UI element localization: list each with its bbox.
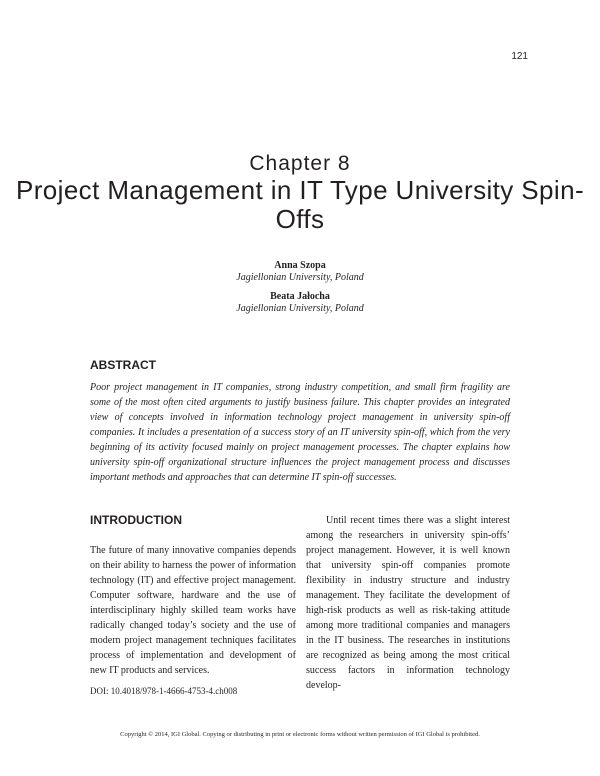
- introduction-heading: INTRODUCTION: [90, 513, 182, 527]
- author-name: Anna Szopa: [274, 260, 326, 271]
- chapter-title: [0, 176, 600, 234]
- doi-line: DOI: 10.4018/978-1-4666-4753-4.ch008: [90, 686, 238, 696]
- chapter-title-text: Project Management in IT Type University Spin-Offs: [15, 175, 585, 234]
- introduction-column-2: Until recent times there was a slight interest among the researchers in university spin-offs’ project management. However, it is well known that university spin-off companies promote flexibility in industry structure and industry management. They facilitate the development of high-risk products as well as risk-taking attitude among more traditional companies and managers in the IT business. The researches in institutions are recognized as being among the most critical success factors in information technology develop-: [306, 515, 510, 691]
- abstract-text: Poor project management in IT companies, strong industry competition, and small firm fragility are some of the most often cited arguments to justify business failure. This chapter provides an integrated view of concepts involved in information technology project management in university spin-off companies. It includes a presentation of a success story of an IT university spin-off, which from the very beginning of its activity focused mainly on project management processes. The chapter explains how university spin-off organizational structure influences the project management process and discusses important methods and approaches that can determine IT spin-off successes.: [90, 382, 510, 483]
- page-number: 121: [511, 51, 528, 62]
- author-affiliation: Jagiellonian University, Poland: [236, 272, 364, 283]
- author-block: [0, 291, 600, 315]
- chapter-label: Chapter 8: [249, 152, 351, 175]
- copyright-notice: Copyright © 2014, IGI Global. Copying or distributing in print or electronic forms without written permission of IGI Global is prohibited.: [120, 731, 480, 738]
- introduction-column-1: The future of many innovative companies depends on their ability to harness the power of information technology (IT) and effective project management. Computer software, hardware and the use of interdisciplinary highly skilled team works have radically changed today’s society and the use of modern project management techniques facilitates process of implementation and development of new IT products and services.: [90, 545, 296, 676]
- author-name: Beata Jałocha: [270, 291, 330, 302]
- abstract-heading: ABSTRACT: [90, 358, 156, 372]
- author-block: [0, 260, 600, 284]
- author-affiliation: Jagiellonian University, Poland: [236, 303, 364, 314]
